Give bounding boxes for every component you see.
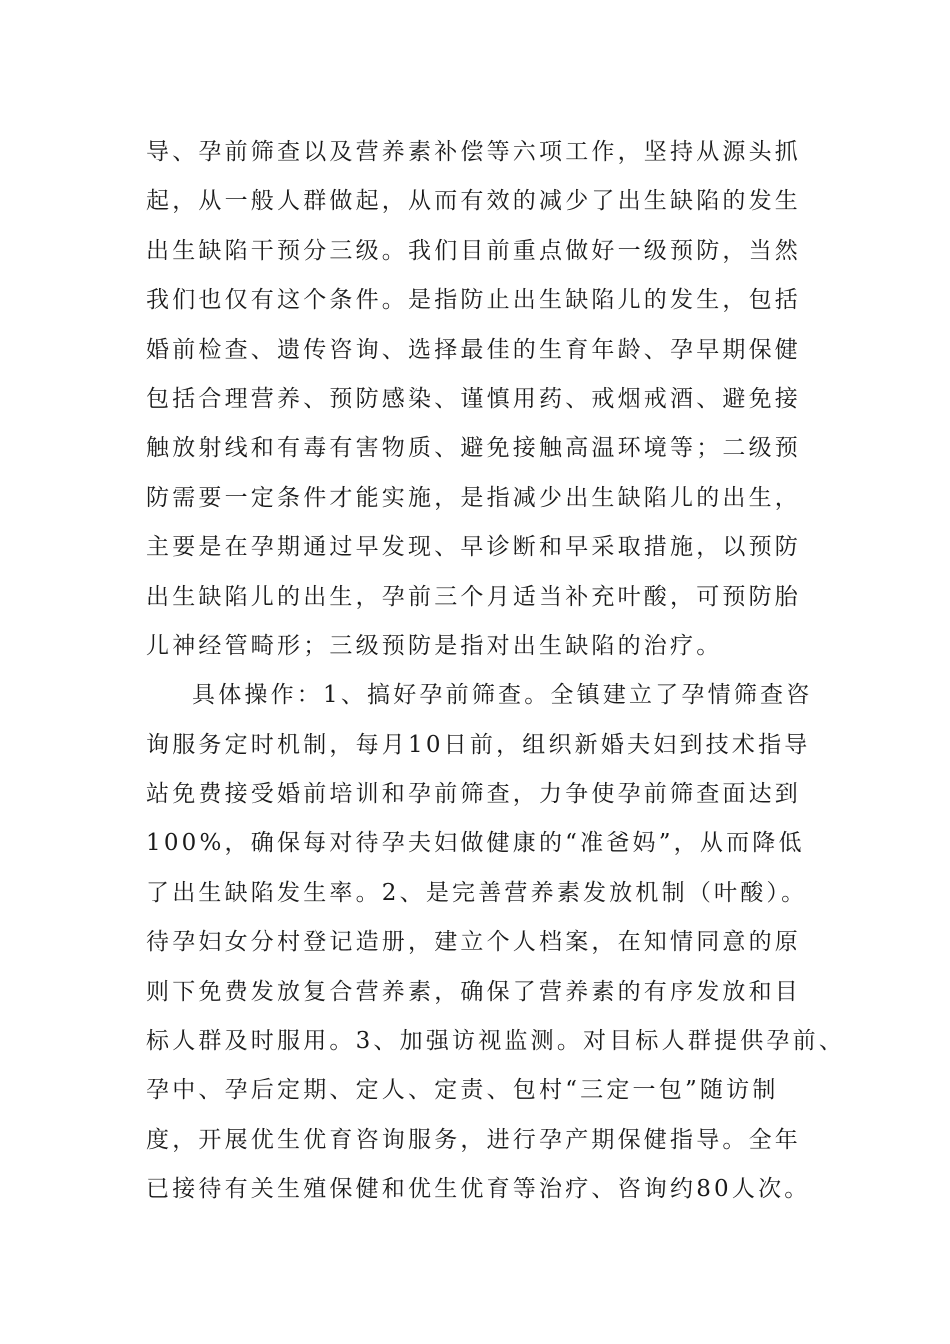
text-line: 我们也仅有这个条件。是指防止出生缺陷儿的发生，包括 — [146, 287, 801, 314]
text-line: 婚前检查、遗传咨询、选择最佳的生育年龄、孕早期保健 — [146, 336, 801, 363]
text-line: 了出生缺陷发生率。2、是完善营养素发放机制（叶酸）。 — [146, 879, 808, 906]
text-line: 导、孕前筛查以及营养素补偿等六项工作，坚持从源头抓 — [146, 139, 801, 165]
text-line: 度，开展优生优育咨询服务，进行孕产期保健指导。全年 — [146, 1126, 801, 1153]
text-line: 包括合理营养、预防感染、谨慎用药、戒烟戒酒、避免接 — [146, 385, 801, 412]
text-line: 标人群及时服用。3、加强访视监测。对目标人群提供孕前、 — [146, 1028, 846, 1055]
text-line: 触放射线和有毒有害物质、避免接触高温环境等；二级预 — [146, 435, 801, 462]
text-line: 100%，确保每对待孕夫妇做健康的“准爸妈”，从而降低 — [146, 830, 805, 857]
paragraph-start-line: 具体操作：1、搞好孕前筛查。全镇建立了孕情筛查咨 — [192, 682, 813, 709]
text-line: 出生缺陷儿的出生，孕前三个月适当补充叶酸，可预防胎 — [146, 583, 801, 610]
text-line: 儿神经管畸形；三级预防是指对出生缺陷的治疗。 — [146, 632, 723, 659]
text-line: 则下免费发放复合营养素，确保了营养素的有序发放和目 — [146, 978, 801, 1005]
text-line: 已接待有关生殖保健和优生优育等治疗、咨询约80人次。 — [146, 1176, 811, 1203]
text-line: 询服务定时机制，每月10日前，组织新婚夫妇到技术指导 — [146, 731, 811, 758]
text-line: 站免费接受婚前培训和孕前筛查，力争使孕前筛查面达到 — [146, 781, 801, 808]
text-line: 待孕妇女分村登记造册，建立个人档案，在知情同意的原 — [146, 929, 801, 956]
text-line: 防需要一定条件才能实施，是指减少出生缺陷儿的出生， — [146, 484, 801, 511]
body-text — [146, 128, 846, 1215]
text-line: 起，从一般人群做起，从而有效的减少了出生缺陷的发生 — [146, 188, 801, 215]
text-line: 主要是在孕期通过早发现、早诊断和早采取措施，以预防 — [146, 534, 801, 561]
text-line: 出生缺陷干预分三级。我们目前重点做好一级预防，当然 — [146, 237, 801, 264]
text-line: 孕中、孕后定期、定人、定责、包村“三定一包”随访制 — [146, 1077, 779, 1104]
